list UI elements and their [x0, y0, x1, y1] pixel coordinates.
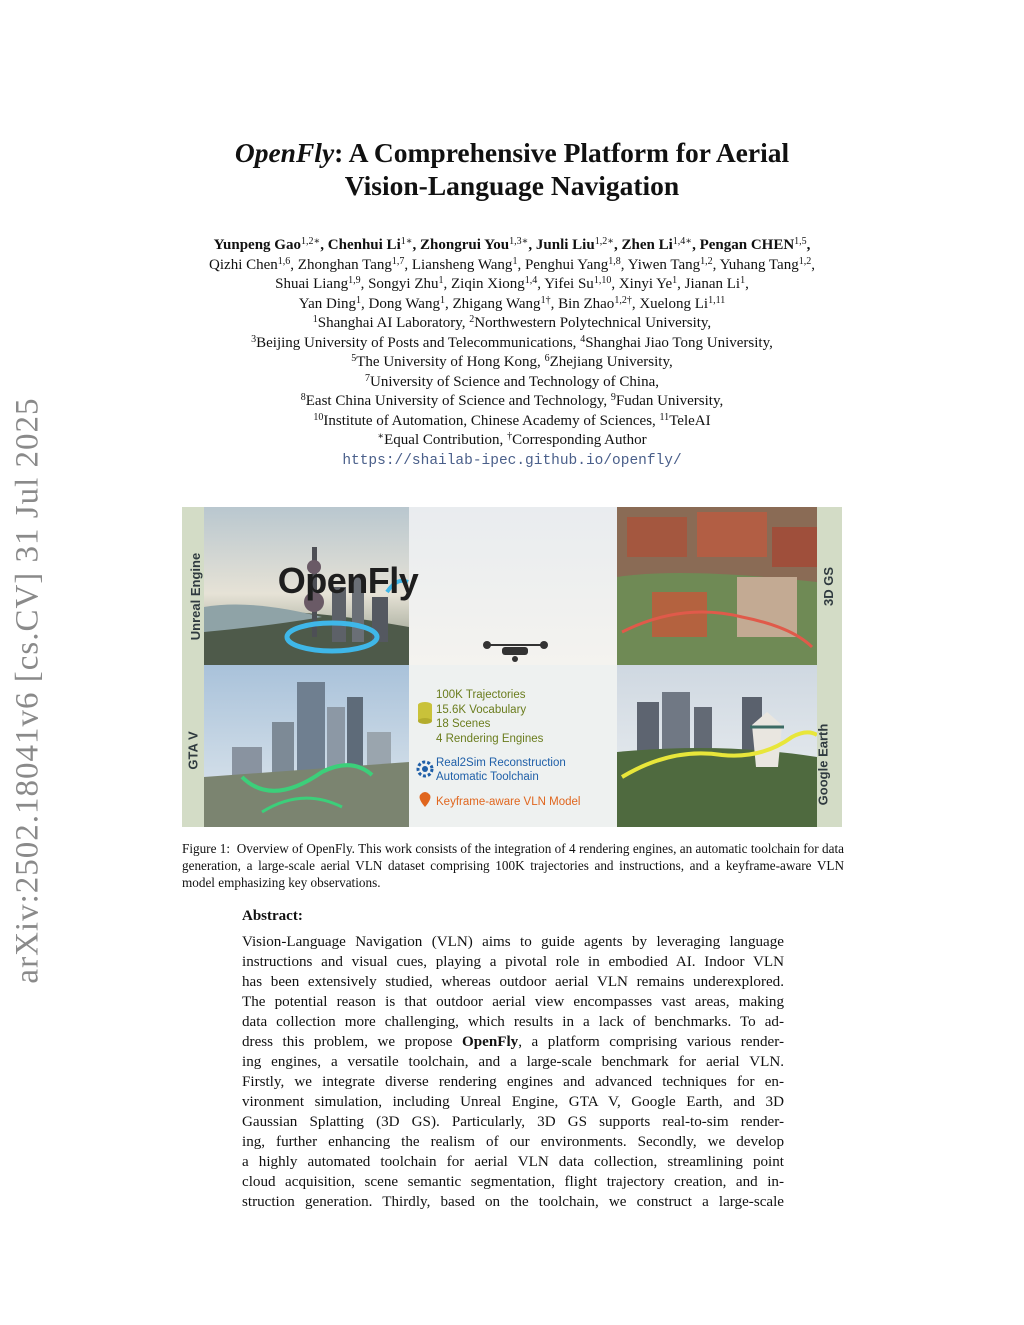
author-sup: 1 — [740, 275, 746, 286]
abstract-line: ing engines, a versatile toolchain, and a large-scale benchmark for aerial VLN. — [242, 1054, 784, 1070]
affiliation-sup: 1 — [312, 314, 318, 325]
affiliation-text: Fudan University, — [615, 393, 724, 409]
author-sup: 1,4 — [524, 275, 538, 286]
title-name: OpenFly — [234, 137, 335, 168]
affiliation-sup: 8 — [300, 392, 306, 403]
abstract-line: vironment simulation, including Unreal Engine, GTA V, Google Earth, and 3D — [242, 1094, 784, 1110]
affiliation-text: Zhejiang University, — [549, 354, 673, 370]
abstract-line: ing, further enhancing the realism of our environments. Secondly, we develop — [242, 1134, 784, 1150]
figure-caption — [182, 840, 844, 891]
author-sup: 1,2 — [700, 255, 713, 267]
abstract-line: instructions and visual cues, playing a pivotal role in embodied AI. Indoor VLN — [242, 954, 784, 970]
caption-label: Figure 1: — [182, 841, 231, 856]
author-sup: 1,10 — [593, 275, 612, 286]
author-name: Songyi Zhu — [368, 276, 439, 292]
author-sup: 1∗ — [400, 236, 413, 247]
affiliation-text: Shanghai AI Laboratory, — [317, 315, 470, 331]
affiliation-text: East China University of Science and Technology, — [305, 393, 611, 409]
arxiv-stamp: arXiv:2502.18041v6 [cs.CV] 31 Jul 2025 — [9, 396, 46, 984]
author-block — [140, 236, 884, 471]
author-sup: 1 — [438, 275, 444, 286]
author-name: Xuelong Li — [639, 295, 709, 312]
author-name: Junli Liu — [535, 237, 595, 253]
affiliation-line — [140, 392, 884, 412]
stat-scenes: 18 Scenes — [436, 718, 491, 730]
gta-label: GTA V — [185, 731, 201, 770]
google-earth-label: Google Earth — [815, 723, 831, 806]
affiliation-line — [140, 334, 884, 354]
author-line-bold: Yunpeng Gao$^{1,2∗}$, Chenhui $Li^{1∗}$, Zhongrui You$^{1,3∗}$, Junli Liu$^{1,2∗}$, Zhen $Li^{1,4∗}$, Pengan CHEN$^{1,5}$, — [213, 236, 811, 253]
author-sup: 1,2† — [614, 294, 632, 306]
affiliation-line — [140, 353, 884, 373]
caption-text: Overview of OpenFly. This work consists of the integration of 4 rendering engines, an automatic toolchain for data generation, a large-scale aerial VLN dataset comprising 100K trajectories and instructions, and a keyframe-aware VLN model emphasizing key observations. — [182, 841, 844, 890]
author-name: Liansheng Wang — [411, 256, 513, 273]
stat-trajectories: 100K Trajectories — [436, 689, 526, 701]
author-name: Yuhang Tang — [719, 256, 799, 273]
unreal-engine-label: Unreal Engine — [188, 552, 204, 641]
author-line-3: Shuai Liang$^{1,9}$, Songyi Zhu$^1$, Ziqin Xiong$^{1,4}$, Yifei Su$^{1,10}$, Xinyi Ye$^1$, Jianan Li$^1$, — [275, 275, 749, 292]
abstract-line: Vision-Language Navigation (VLN) aims to guide agents by leveraging language — [242, 934, 784, 950]
author-sup: 1,4∗ — [672, 236, 693, 247]
abstract-line: The potential reason is that outdoor aerial view encompasses vast areas, making — [242, 994, 784, 1010]
affiliation-sup: 11 — [659, 411, 670, 423]
gs-label: 3D GS — [821, 566, 837, 607]
affiliation-text: Shanghai Jiao Tong University, — [585, 334, 773, 351]
arxiv-stamp-container — [2, 396, 54, 984]
author-name: Yifei Su — [544, 276, 594, 292]
abstract-line: a highly automated toolchain for aerial VLN data collection, streamlining point — [242, 1154, 784, 1170]
affiliation-sup: 7 — [364, 372, 370, 384]
affiliation-text: TeleAI — [669, 412, 711, 429]
affiliation-text: University of Science and Technology of China, — [369, 373, 660, 390]
affiliation-sup: 10 — [313, 411, 324, 423]
toolchain-line-1: Real2Sim Reconstruction — [436, 757, 566, 769]
vln-model-label: Keyframe-aware VLN Model — [436, 796, 581, 808]
author-name: Zhongrui You — [420, 237, 510, 253]
author-sup: 1,2∗ — [300, 236, 321, 247]
contribution-note — [140, 431, 884, 451]
stat-vocabulary: 15.6K Vocabulary — [436, 703, 527, 716]
gs-panel — [617, 507, 817, 665]
author-name: Ziqin Xiong — [451, 276, 525, 292]
affiliation-sup: 3 — [251, 333, 257, 345]
author-name: Yan Ding — [298, 295, 357, 312]
affiliation-sup: 6 — [544, 353, 550, 364]
author-sup: 1 — [672, 275, 678, 286]
author-name: Yunpeng Gao — [213, 237, 301, 253]
author-sup: 1,5 — [794, 236, 807, 247]
affiliation-sup: 4 — [580, 333, 586, 345]
author-name: Yiwen Tang — [627, 256, 701, 273]
abstract-line: Gaussian Splatting (3D GS). Particularly, 3D GS supports real-to-sim render- — [242, 1114, 784, 1130]
title-line2: Vision-Language Navigation — [344, 170, 680, 201]
author-name: Qizhi Chen — [209, 256, 278, 273]
author-sup: 1 — [356, 294, 362, 306]
toolchain-line-2: Automatic Toolchain — [436, 770, 539, 783]
abstract-body — [242, 932, 784, 1212]
abstract-line: struction generation. Thirdly, based on the toolchain, we construct a large-scale — [242, 1194, 784, 1210]
affiliation-sup: 5 — [351, 353, 357, 364]
abstract-heading: Abstract: — [242, 908, 303, 924]
database-icon — [418, 702, 432, 724]
affiliation-sup: 2 — [469, 314, 475, 325]
corresponding-mark: † — [507, 431, 513, 442]
author-sup: 1 — [439, 294, 445, 306]
author-sup: 1,6 — [277, 255, 291, 267]
center-top-bg — [409, 507, 617, 665]
author-name: Xinyi Ye — [618, 276, 673, 292]
affiliation-sup: 9 — [610, 392, 616, 403]
toolchain-text — [436, 757, 566, 784]
author-name: Penghui Yang — [524, 256, 609, 273]
author-name: Zhen Li — [621, 237, 673, 253]
stat-engines: 4 Rendering Engines — [436, 732, 544, 745]
author-sup: 1,9 — [348, 275, 361, 286]
author-sup: 1,11 — [708, 294, 726, 306]
affiliation-line — [140, 373, 884, 393]
author-name: Pengan CHEN — [699, 237, 795, 253]
author-name: Jianan Li — [684, 276, 741, 292]
affiliation-text: Beijing University of Posts and Telecommunications, — [256, 334, 581, 351]
author-sup: 1,7 — [391, 255, 405, 267]
affiliation-line — [140, 314, 884, 334]
author-name: Bin Zhao — [558, 295, 615, 312]
project-url-link[interactable]: https://shailab-ipec.github.io/openfly/ — [342, 452, 682, 469]
abstract-line-openfly — [242, 1032, 784, 1052]
abstract-line: Firstly, we integrate diverse rendering engines and advanced techniques for en- — [242, 1074, 784, 1090]
author-line-2: Qizhi Chen$^{1,6}$, Zhonghan Tang$^{1,7}$, Liansheng Wang$^1$, Penghui Yang$^{1,8}$, Yiwen Tang$^{1,2}$, Yuhang Tang$^{1,2}$, — [209, 255, 815, 273]
abstract-line: cloud acquisition, scene semantic segmentation, flight trajectory creation, and in- — [242, 1174, 784, 1190]
author-name: Chenhui Li — [327, 237, 401, 253]
equal-contribution-mark: ∗ — [377, 431, 385, 442]
author-sup: 1,3∗ — [509, 236, 529, 247]
author-name: Zhigang Wang — [452, 295, 541, 312]
author-name: Dong Wang — [368, 295, 440, 312]
google-earth-panel — [617, 665, 817, 827]
author-line-4: Yan Ding$^1$, Dong Wang$^1$, Zhigang Wang$^{1\dagger}$, Bin Zhao$^{1,2\dagger}$, Xuelong Li$^{1,11}$ — [298, 294, 726, 312]
author-sup: 1,8 — [608, 255, 621, 267]
affiliation-text: Institute of Automation, Chinese Academy of Sciences, — [323, 412, 660, 429]
figure-title: OpenFly — [277, 560, 419, 601]
gta-panel — [204, 665, 409, 827]
corresponding-text: Corresponding Author — [512, 432, 647, 448]
author-sup: 1,2 — [798, 255, 812, 267]
abstract-line-6-rest: , a platform comprising various render- — [518, 1034, 784, 1050]
abstract-openfly-bold: OpenFly — [462, 1034, 519, 1050]
abstract-line-6-start: dress this problem, we propose — [242, 1034, 453, 1050]
abstract-line: data collection more challenging, which results in a lack of benchmarks. To ad- — [242, 1014, 784, 1030]
author-name: Zhonghan Tang — [297, 256, 392, 273]
abstract-line: has been extensively studied, whereas outdoor aerial VLN remains underexplored. — [242, 974, 784, 990]
author-sup: 1,2∗ — [594, 236, 614, 247]
title-line1-rest: : A Comprehensive Platform for Aerial — [334, 137, 790, 168]
affiliation-line — [140, 412, 884, 432]
author-sup: 1 — [512, 255, 518, 267]
paper-title — [160, 136, 864, 202]
author-sup: 1† — [540, 294, 551, 306]
dataset-stats — [436, 688, 543, 746]
affiliation-text: The University of Hong Kong, — [356, 354, 545, 370]
author-name: Shuai Liang — [275, 276, 349, 292]
equal-contribution-text: Equal Contribution, — [384, 432, 508, 448]
affiliation-text: Northwestern Polytechnical University, — [474, 315, 712, 331]
